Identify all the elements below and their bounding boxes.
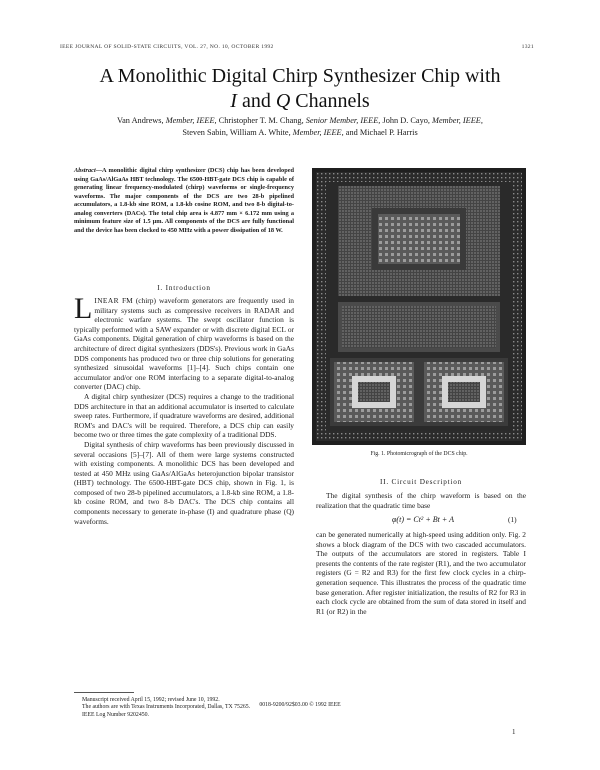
title-i: I bbox=[230, 90, 237, 112]
author-list bbox=[70, 115, 530, 139]
footnote-line-3: IEEE Log Number 9202450. bbox=[82, 711, 149, 718]
section-2-heading: II. Circuit Description bbox=[379, 478, 463, 486]
section-2-para-2-text: can be generated numerically at high-speed using addition only. Fig. 2 shows a block diagram of the DCS with two cascaded accumulators. The outputs of the accumulators are stored in registers. Table I presents the contents of the rate register (R1), and the two accumulator registers (G = R2 and R3) for the first few clock cycles in a chirp-generation sequence. This illustrates the process of the quadratic time base generation. After register initialization, the results of R2 for R3 in each clock cycle are obtained from the sum of data stored in itself and R1 (or R2) in the bbox=[316, 530, 526, 616]
abstract-text: —A monolithic digital chirp synthesizer (DCS) chip has been developed using GaAs/AlGaAs HBT technology. The 6500-HBT-gate DCS chip is capable of generating linear frequency-modulated (chirp) waveforms or single-frequency waveforms. The major components of the DCS are two 28-b pipelined accumulators, a 1.8-kb sine ROM, a 1.8-kb cosine ROM, and two 8-b digital-to-analog converters (DACs). The total chip area is 4.877 mm × 6.172 mm using a minimum feature size of 1.5 μm. All components of the DCS are fully functional and the device has been clocked to 450 MHz with a power dissipation of 18 W. bbox=[74, 167, 294, 234]
section-2-para-1 bbox=[316, 491, 526, 510]
cosine-rom-block bbox=[378, 214, 460, 264]
title-channels: Channels bbox=[290, 90, 370, 112]
section-1-para-1-text: FM (chirp) waveform generators are frequently used in military systems such as compressive receivers in RADAR and electronic warfare systems. The swept oscillator function is typically performed with a SAW expander or with discrete digital ECL or GaAs components. Digital generation of chirp waveforms is based on the architecture of direct digital synthesizers (DDS's). Previous work in GaAs DDS components has produced two or three chip solutions for generating synthesized sinusoidal waveforms [1]–[4]. Such chips contain one accumulator and/or one ROM interfacing to a separate digital-to-analog converter (DAC) chip. bbox=[74, 296, 294, 392]
section-2-para-1-text: The digital synthesis of the chirp waveform is based on the realization that the quadratic time base bbox=[316, 491, 526, 510]
title-q: Q bbox=[275, 90, 291, 112]
running-head: IEEE JOURNAL OF SOLID-STATE CIRCUITS, VOL. 27, NO. 10, OCTOBER 1992 bbox=[60, 44, 274, 50]
author-2-role: Senior Member, IEEE, bbox=[305, 116, 381, 125]
equation-1: φ(t) = Ct² + Bt + A bbox=[392, 515, 454, 524]
paper-title bbox=[60, 64, 540, 114]
author-3-role: Member, IEEE, bbox=[432, 116, 483, 125]
footnote-line-1: Manuscript received April 15, 1992; revised June 10, 1992. bbox=[82, 697, 220, 703]
chip-photomicrograph bbox=[312, 168, 526, 445]
author-1: Van Andrews, bbox=[117, 116, 164, 125]
author-4-role: Member, IEEE, bbox=[292, 128, 344, 137]
title-and: and bbox=[236, 90, 276, 112]
author-4: Steven Sabin, William A. White, bbox=[182, 128, 291, 137]
equation-1-number: (1) bbox=[508, 515, 517, 524]
section-1-heading: I. Introduction bbox=[157, 284, 211, 292]
author-5: and Michael P. Harris bbox=[345, 128, 418, 137]
title-line-2 bbox=[60, 89, 540, 114]
section-1-para-1 bbox=[74, 292, 294, 392]
author-2: Christopher T. M. Chang, bbox=[218, 116, 304, 125]
author-3: John D. Cayo, bbox=[382, 116, 430, 125]
figure-1-caption: Fig. 1. Photomicrograph of the DCS chip. bbox=[370, 451, 468, 457]
section-1-para-2: A digital chirp synthesizer (DCS) requires a change to the traditional DDS architecture in that an additional accumulator is inserted to calculate sweep rates. Furthermore, if quadrature waveforms are desired, additional ROM's and DAC's will be required. Therefore, a DCS chip can easily become two or three times the gate complexity of a traditional DDS. bbox=[74, 391, 294, 440]
abstract bbox=[74, 167, 294, 235]
page-number: 1321 bbox=[521, 44, 534, 50]
footnote-rule bbox=[74, 692, 134, 693]
abstract-label: Abstract bbox=[74, 167, 96, 174]
section-1-body bbox=[74, 292, 294, 526]
dropcap: L bbox=[74, 292, 93, 325]
section-2-para-2 bbox=[316, 530, 526, 616]
title-line-1: A Monolithic Digital Chirp Synthesizer Chip with bbox=[99, 65, 501, 87]
page-corner-number: 1 bbox=[512, 728, 516, 736]
dropcap-rest: INEAR bbox=[94, 296, 119, 305]
section-1-para-3: Digital synthesis of chirp waveforms has been previously discussed in several occasions [5]–[7]. All of them were large systems constructed with existing components. A monolithic DCS has been developed and tested at 450 MHz using GaAs/AlGaAs heterojunction bipolar transistor (HBT) technology. The 6500-HBT-gate DCS chip, shown in Fig. 1, is composed of two 28-b pipelined accumulators, a 1.8-kb sine ROM, a 1.8-kb cosine ROM, and two 8-b DAC's. The DCS chip contains all components necessary to generate in-phase (I) and quadrature phase (Q) waveforms. bbox=[74, 439, 294, 526]
author-1-role: Member, IEEE, bbox=[165, 116, 217, 125]
footnote-line-2: The authors are with Texas Instruments Incorporated, Dallas, TX 75265. bbox=[82, 704, 251, 711]
copyright-line: 0018-9200/92$03.00 © 1992 IEEE bbox=[259, 702, 341, 708]
